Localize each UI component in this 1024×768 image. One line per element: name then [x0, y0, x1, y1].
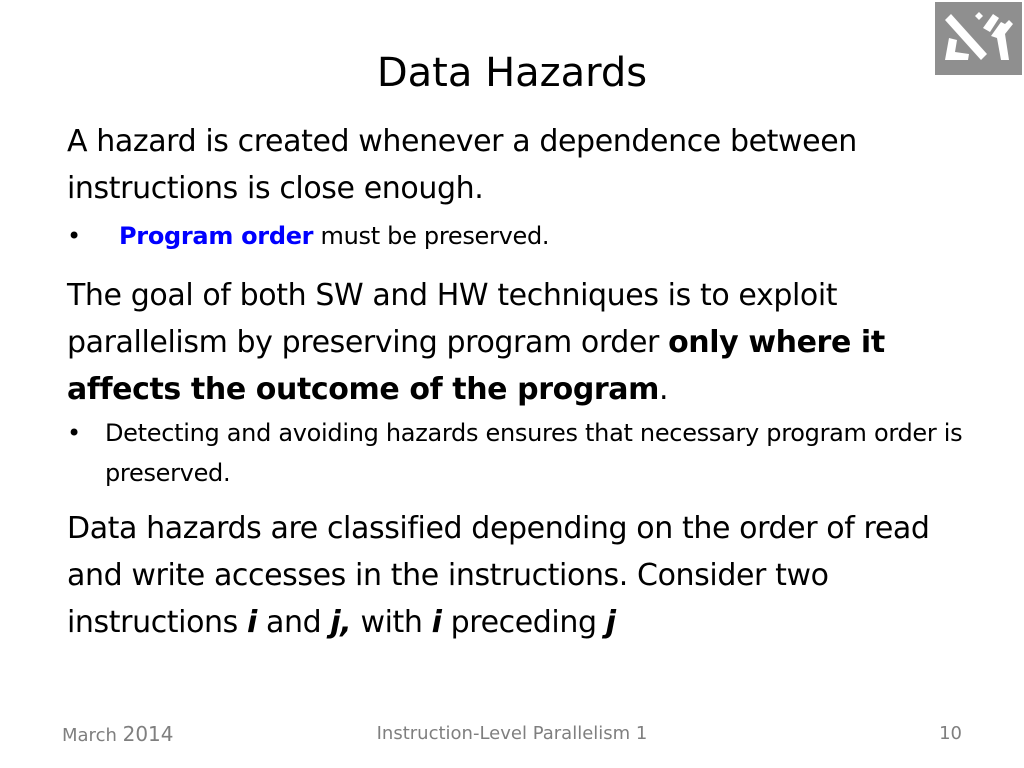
slide-content: [67, 118, 967, 646]
bullet-program-order-text: must be preserved.: [313, 222, 550, 250]
footer-year: 2014: [122, 722, 174, 746]
program-order-highlight: Program order: [119, 222, 314, 250]
word-and: and: [256, 605, 331, 640]
instruction-j-second: j: [605, 605, 616, 640]
paragraph-classification-text: Data hazards are classified depending on the order of read and write accesses in the instructions. Consider two instructions: [67, 511, 930, 640]
footer-title: Instruction-Level Parallelism 1: [376, 723, 648, 744]
paragraph-hazard-definition-text: A hazard is created whenever a dependence between instructions is close enough.: [67, 124, 857, 206]
paragraph-goal-text: The goal of both SW and HW techniques is to exploit parallelism by preserving program order: [67, 278, 838, 360]
footer-page-number: 10: [939, 723, 962, 744]
word-preceding: preceding: [441, 605, 606, 640]
technion-logo-icon: [935, 2, 1022, 75]
instruction-i-second: i: [431, 605, 442, 640]
word-with: with: [351, 605, 432, 640]
instruction-j: j,: [330, 605, 352, 640]
slide-title: Data Hazards: [376, 50, 648, 96]
paragraph-goal: [67, 272, 967, 413]
bullet-detecting-hazards: [67, 413, 967, 493]
bullet-program-order: [67, 216, 967, 256]
bullet-icon: •: [67, 222, 81, 250]
paragraph-goal-bold: only where it affects the outcome of the program: [67, 325, 885, 407]
bullet-icon: •: [67, 419, 81, 447]
footer-month: March: [62, 725, 123, 746]
paragraph-goal-end: .: [659, 372, 669, 407]
paragraph-hazard-definition: [67, 118, 967, 212]
instruction-i: i: [247, 605, 257, 640]
paragraph-classification: [67, 505, 967, 646]
bullet-detecting-hazards-text: Detecting and avoiding hazards ensures that necessary program order is preserved.: [105, 419, 963, 487]
